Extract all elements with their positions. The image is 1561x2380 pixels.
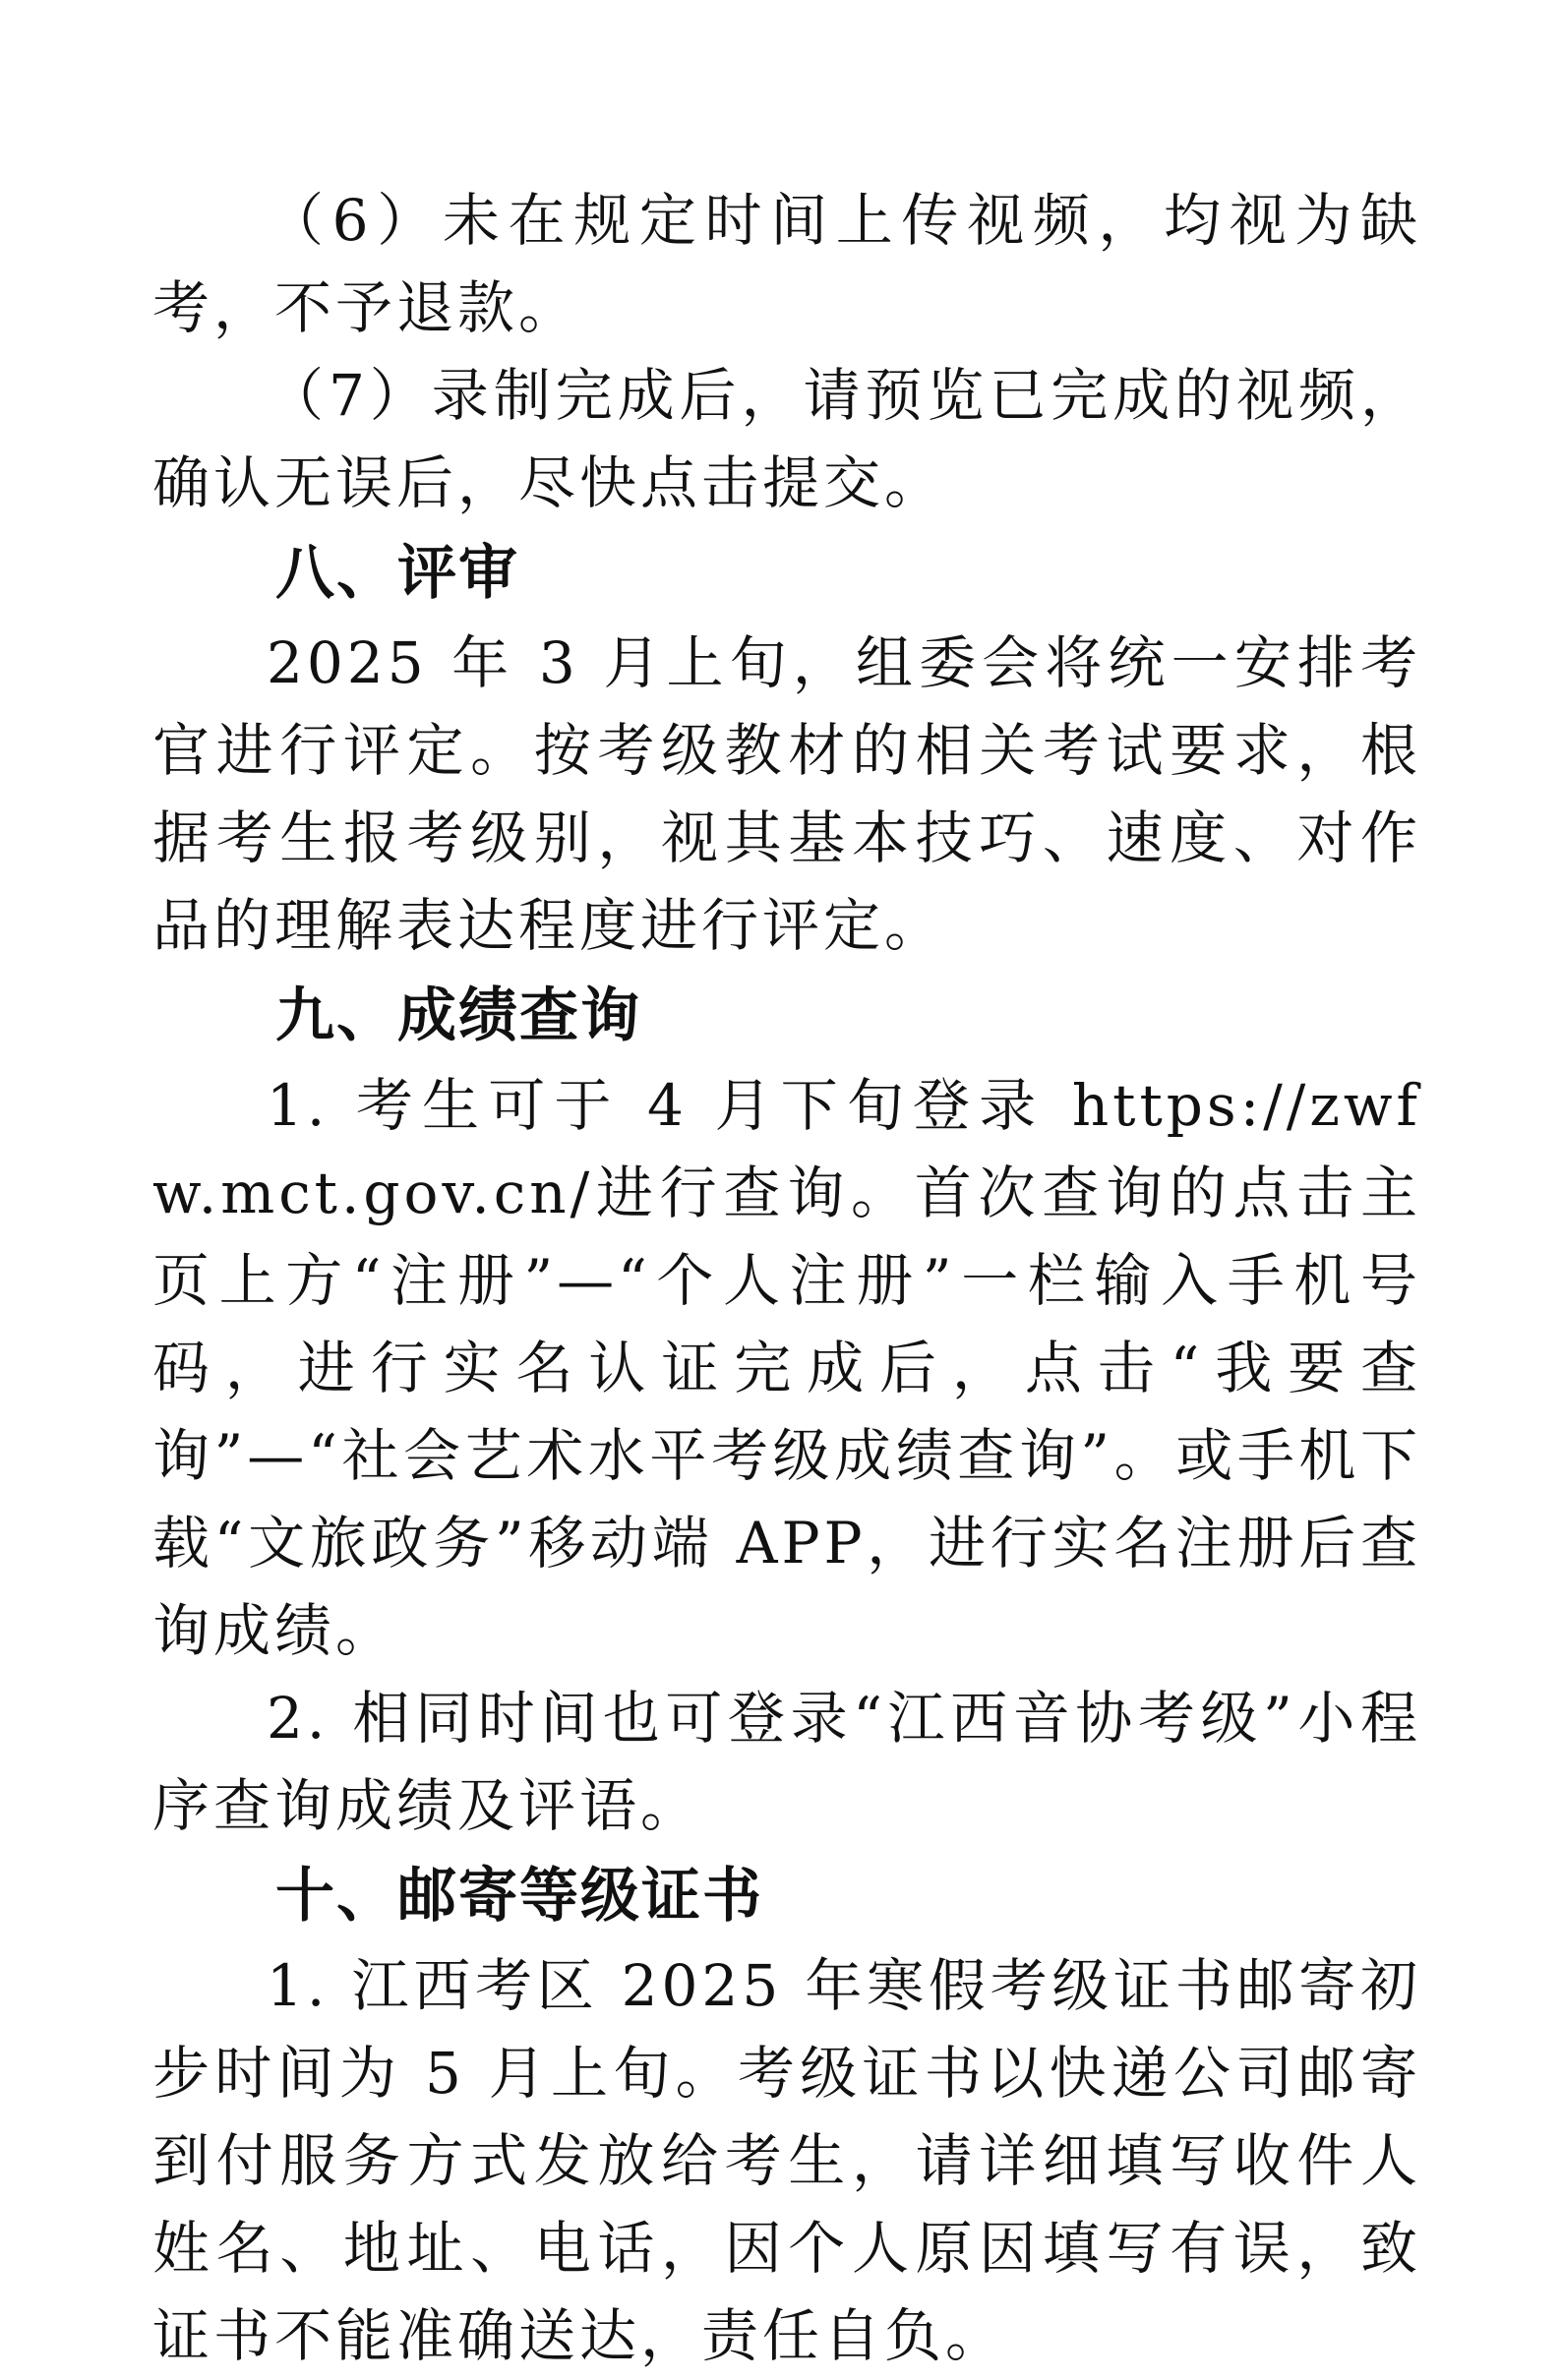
paragraph-review: 2025 年 3 月上旬，组委会将统一安排考官进行评定。按考级教材的相关考试要求，根据考生报考级别，视其基本技巧、速度、对作品的理解表达程度进行评定。 <box>152 629 1421 959</box>
section-heading-review: 八、评审 <box>275 539 519 608</box>
paragraph-score-query-2: 2. 相同时间也可登录“江西音协考级”小程序查询成绩及评语。 <box>152 1685 1421 1839</box>
document-page <box>152 177 1421 2380</box>
paragraph-certificate-mailing-1: 1. 江西考区 2025 年寒假考级证书邮寄初步时间为 5 月上旬。考级证书以快递公司邮寄到付服务方式发放给考生，请详细填写收件人姓名、地址、电话，因个人原因填写有误，致证书不能准确送达，责任自负。 <box>152 1952 1421 2369</box>
section-heading-score-query: 九、成绩查询 <box>275 982 641 1050</box>
paragraph-item-7: （7）录制完成后，请预览已完成的视频，确认无误后，尽快点击提交。 <box>152 362 1421 516</box>
paragraph-item-6: （6）未在规定时间上传视频，均视为缺考，不予退款。 <box>152 187 1421 341</box>
paragraph-score-query-1: 1. 考生可于 4 月下旬登录 https://zwfw.mct.gov.cn/进行查询。首次查询的点击主页上方“注册”—“个人注册”一栏输入手机号码，进行实名认证完成后，点击“我要查询”—“社会艺术水平考级成绩查询”。或手机下载“文旅政务”移动端 APP，进行实名注册后查询成绩。 <box>152 1072 1421 1664</box>
section-heading-certificate-mailing: 十、邮寄等级证书 <box>275 1862 763 1931</box>
